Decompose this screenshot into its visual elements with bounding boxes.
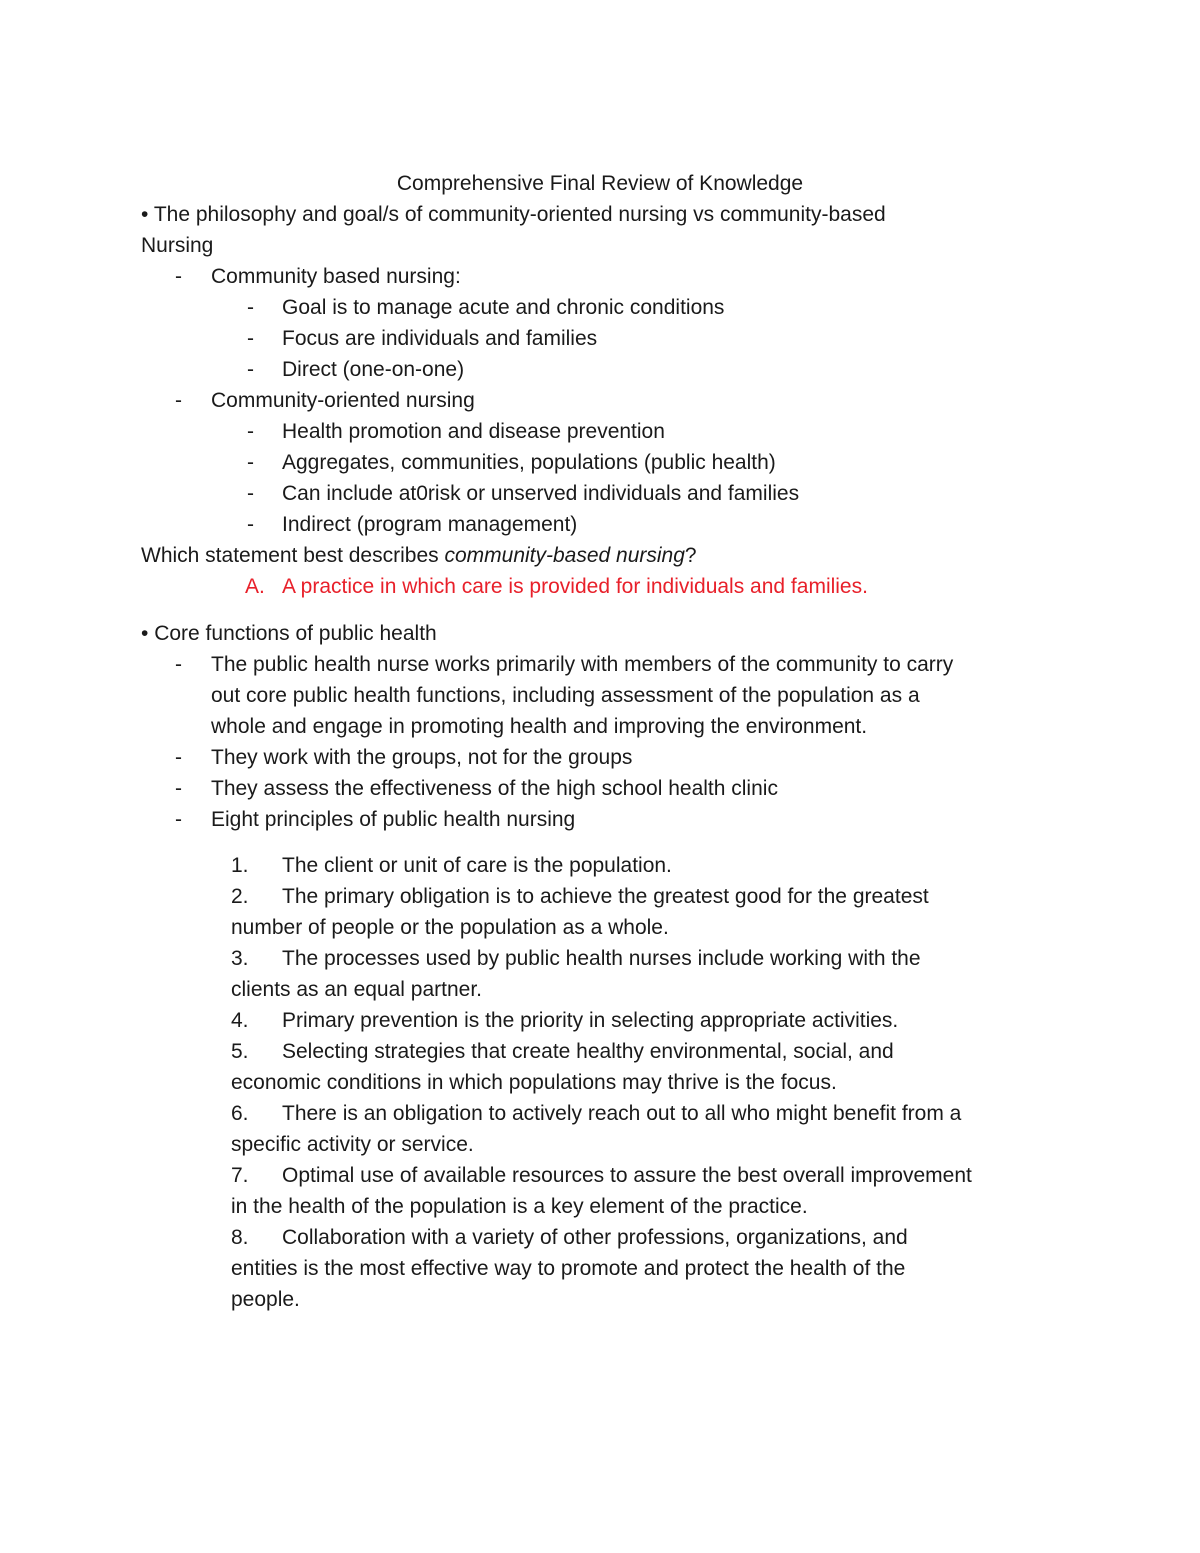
principle-text: The processes used by public health nurses include working with the bbox=[282, 947, 921, 970]
principle-number: 5. bbox=[231, 1040, 249, 1063]
list-item: They assess the effectiveness of the high school health clinic bbox=[211, 777, 778, 800]
dash-marker: - bbox=[175, 746, 182, 769]
list-item: Focus are individuals and families bbox=[282, 327, 598, 350]
dash-marker: - bbox=[175, 389, 182, 412]
principle-number: 2. bbox=[231, 885, 249, 908]
dash-marker: - bbox=[247, 296, 254, 319]
list-item-cont: out core public health functions, including assessment of the population as a bbox=[211, 684, 920, 707]
principle-text-cont: in the health of the population is a key element of the practice. bbox=[231, 1195, 808, 1218]
question bbox=[141, 543, 697, 569]
principle-text-cont: people. bbox=[231, 1288, 300, 1311]
principle-number: 3. bbox=[231, 947, 249, 970]
answer-text: A practice in which care is provided for individuals and families. bbox=[282, 575, 868, 598]
section2-heading-text: Core functions of public health bbox=[154, 622, 437, 645]
question-prefix: Which statement best describes bbox=[141, 544, 445, 567]
dash-marker: - bbox=[247, 482, 254, 505]
section1-heading-cont: Nursing bbox=[141, 234, 214, 257]
principle-text: Selecting strategies that create healthy environmental, social, and bbox=[282, 1040, 894, 1063]
document-title: Comprehensive Final Review of Knowledge bbox=[396, 172, 804, 195]
list-item: Eight principles of public health nursing bbox=[211, 808, 576, 831]
list-item: The public health nurse works primarily with members of the community to carry bbox=[211, 653, 954, 676]
list-item: Can include at0risk or unserved individuals and families bbox=[282, 482, 800, 505]
dash-marker: - bbox=[247, 451, 254, 474]
dash-marker: - bbox=[175, 808, 182, 831]
list-item: Indirect (program management) bbox=[282, 513, 578, 536]
principle-number: 1. bbox=[231, 854, 249, 877]
section2-heading bbox=[141, 621, 437, 647]
dash-marker: - bbox=[247, 358, 254, 381]
principle-number: 4. bbox=[231, 1009, 249, 1032]
principle-text: Primary prevention is the priority in selecting appropriate activities. bbox=[282, 1009, 899, 1032]
dash-marker: - bbox=[247, 327, 254, 350]
principle-text: Collaboration with a variety of other professions, organizations, and bbox=[282, 1226, 908, 1249]
dash-marker: - bbox=[247, 513, 254, 536]
principle-text-cont: economic conditions in which populations may thrive is the focus. bbox=[231, 1071, 837, 1094]
list-item-cont: whole and engage in promoting health and improving the environment. bbox=[211, 715, 868, 738]
principle-number: 7. bbox=[231, 1164, 249, 1187]
principle-text: There is an obligation to actively reach out to all who might benefit from a bbox=[282, 1102, 962, 1125]
principle-number: 8. bbox=[231, 1226, 249, 1249]
principle-text: The primary obligation is to achieve the greatest good for the greatest bbox=[282, 885, 929, 908]
bullet: • bbox=[141, 622, 149, 645]
dash-marker: - bbox=[247, 420, 254, 443]
principle-text-cont: clients as an equal partner. bbox=[231, 978, 482, 1001]
principle-text: The client or unit of care is the population. bbox=[282, 854, 672, 877]
answer-letter: A. bbox=[245, 575, 265, 598]
list-item: They work with the groups, not for the groups bbox=[211, 746, 633, 769]
principle-text-cont: entities is the most effective way to promote and protect the health of the bbox=[231, 1257, 906, 1280]
bullet: • bbox=[141, 203, 149, 226]
community-oriented-label: Community-oriented nursing bbox=[211, 389, 475, 412]
principle-text: Optimal use of available resources to assure the best overall improvement bbox=[282, 1164, 972, 1187]
question-emphasis: community-based nursing bbox=[444, 544, 685, 567]
principle-number: 6. bbox=[231, 1102, 249, 1125]
section1-heading-text: The philosophy and goal/s of community-oriented nursing vs community-based bbox=[153, 203, 886, 226]
dash-marker: - bbox=[175, 777, 182, 800]
question-suffix: ? bbox=[684, 544, 697, 567]
list-item: Health promotion and disease prevention bbox=[282, 420, 665, 443]
principle-text-cont: number of people or the population as a whole. bbox=[231, 916, 669, 939]
list-item: Aggregates, communities, populations (public health) bbox=[282, 451, 776, 474]
list-item: Goal is to manage acute and chronic conditions bbox=[282, 296, 725, 319]
dash-marker: - bbox=[175, 653, 182, 676]
community-based-label: Community based nursing: bbox=[211, 265, 461, 288]
dash-marker: - bbox=[175, 265, 182, 288]
list-item: Direct (one-on-one) bbox=[282, 358, 465, 381]
section1-heading bbox=[141, 202, 886, 228]
principle-text-cont: specific activity or service. bbox=[231, 1133, 474, 1156]
